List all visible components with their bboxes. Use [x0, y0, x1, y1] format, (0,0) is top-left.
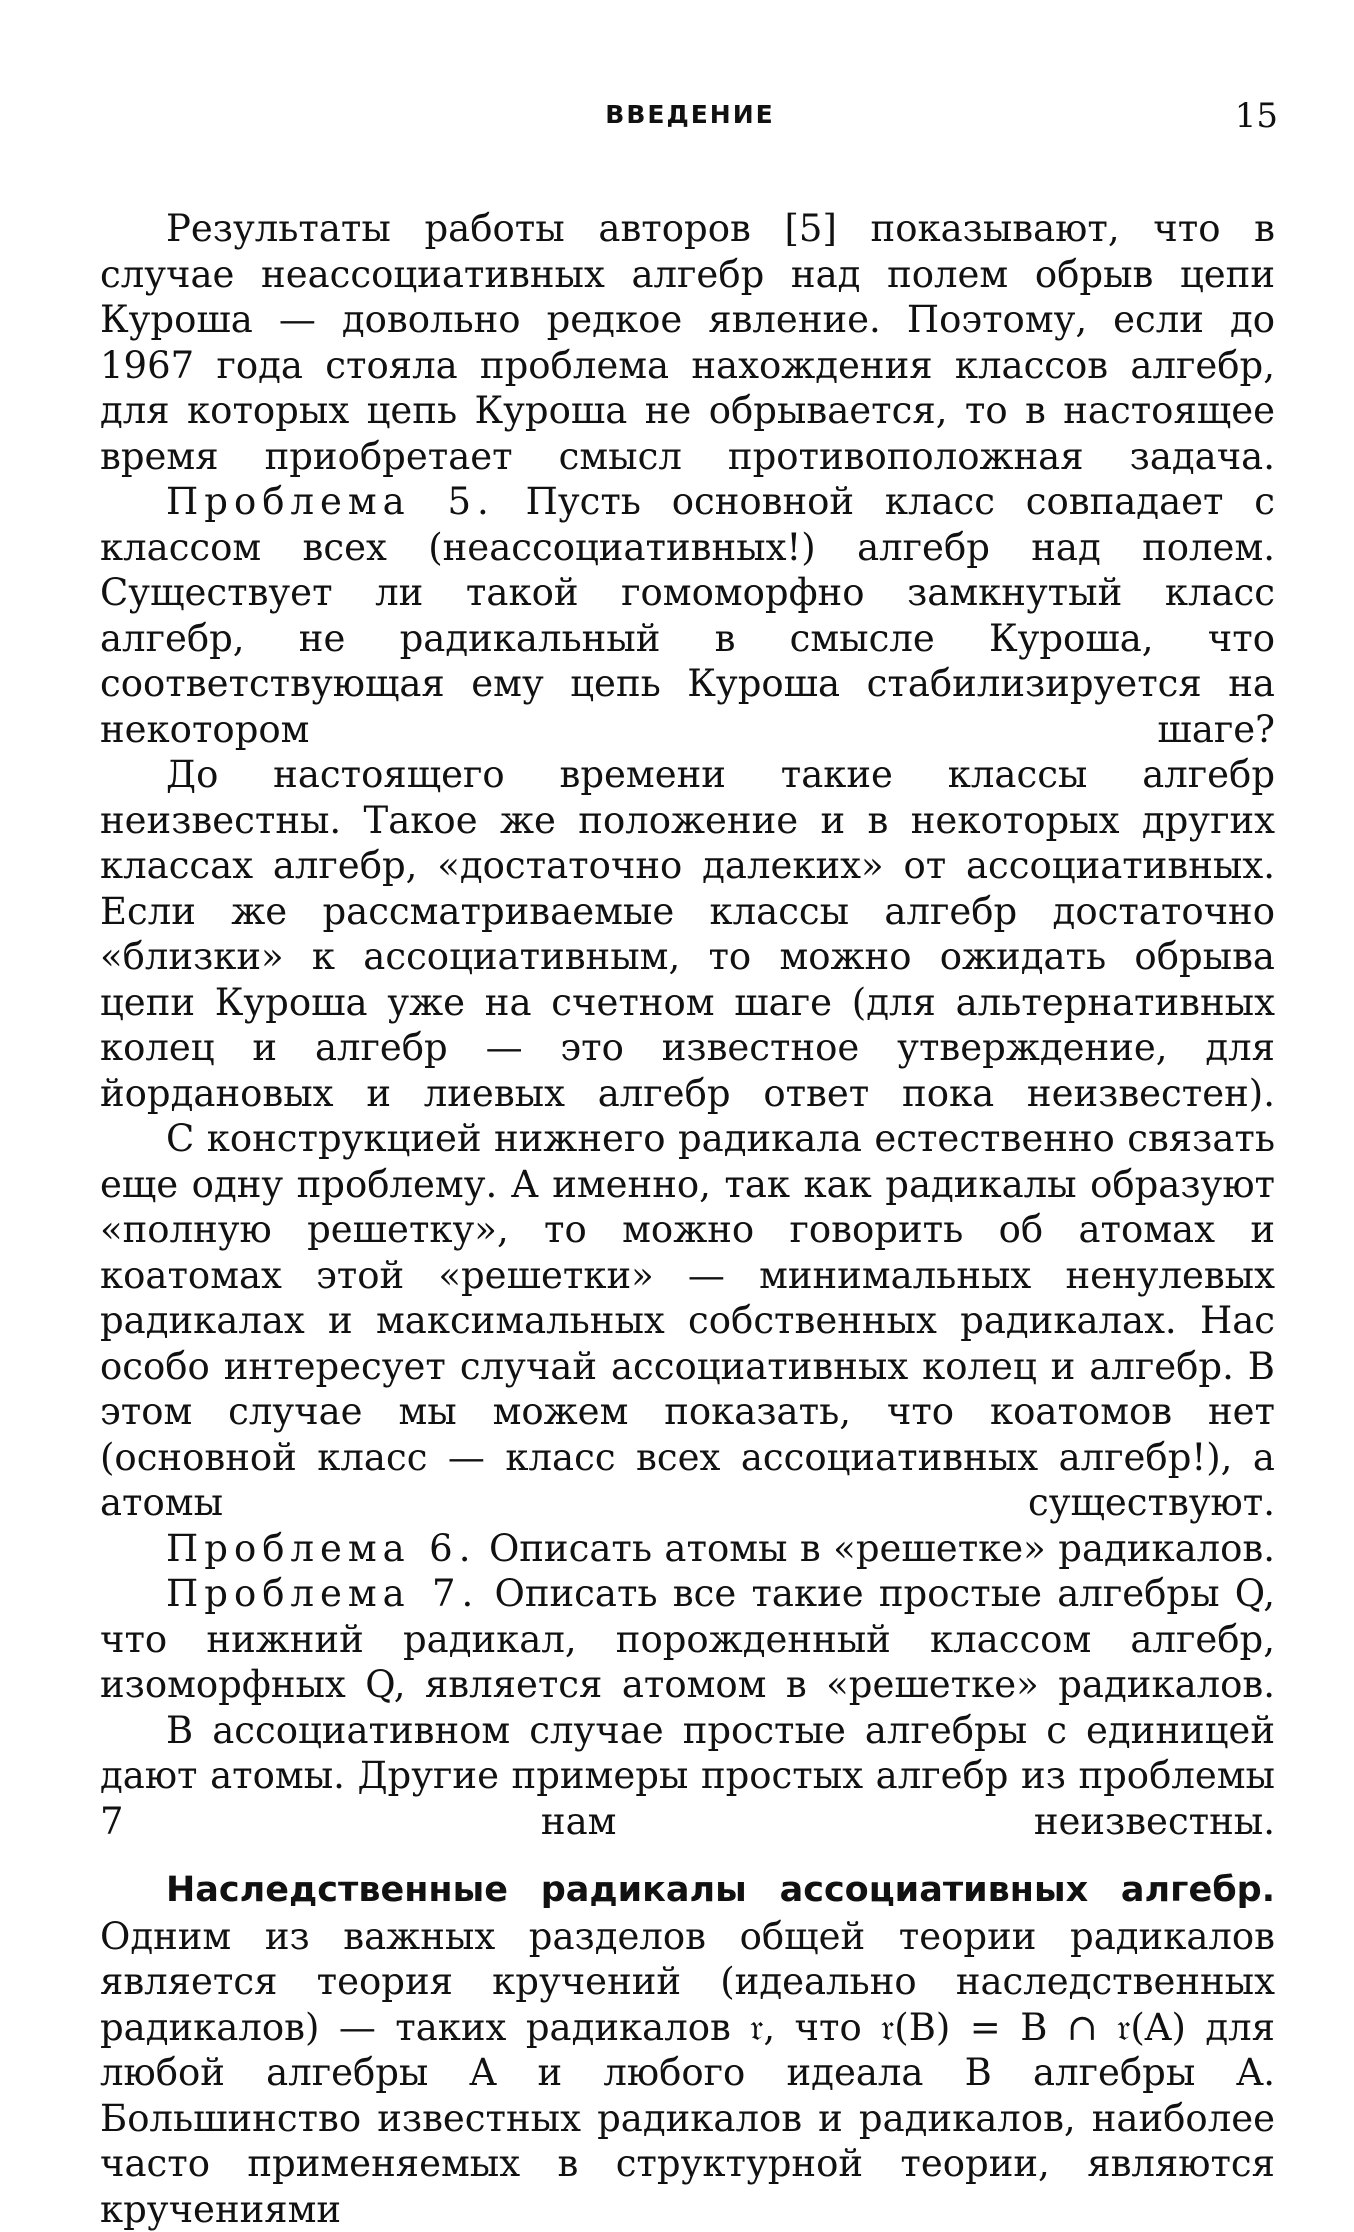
running-head: [100, 96, 1280, 150]
section-hereditary-radicals: [100, 1866, 1275, 2232]
problem-6: [100, 1526, 1275, 1572]
section-heading: Наследственные радикалы ассоциативных алгебр.: [166, 1870, 1275, 1910]
header-title: ВВЕДЕНИЕ: [605, 100, 775, 129]
body-text: [100, 206, 1275, 2232]
problem-label: Проблема 7.: [166, 1572, 480, 1615]
paragraph-text: В ассоциативном случае простые алгебры с единицей дают атомы. Другие примеры простых алгебр из проблемы 7 нам неизвестны.: [100, 1708, 1275, 1843]
paragraph-lattice: [100, 1116, 1275, 1526]
problem-label: Проблема 6.: [166, 1526, 477, 1570]
paragraph-text: Результаты работы авторов [5] показывают, что в случае неассоциативных алгебр над полем обрыв цепи Куроша — довольно редкое явление. Поэтому, если до 1967 года стояла проблема нахождения классов алгебр, для которых цепь Куроша не обрывается, то в настоящее время приобретает смысл противоположная задача.: [100, 207, 1275, 478]
problem-5: [100, 479, 1275, 752]
problem-text: Описать все такие простые алгебры Q, что нижний радикал, порожденный классом алгебр, изоморфных Q, является атомом в «решетке» радикалов.: [100, 1572, 1275, 1706]
problem-label: Проблема 5.: [166, 480, 495, 523]
paragraph-known-classes: [100, 752, 1275, 1116]
problem-7: [100, 1571, 1275, 1708]
paragraph-associative-case: [100, 1708, 1275, 1845]
paragraph-text: С конструкцией нижнего радикала естественно связать еще одну проблему. А именно, так как радикалы образуют «полную решетку», то можно говорить об атомах и коатомах этой «решетки» — минимальных ненулевых радикалах и максимальных собственных радикалах. Нас особо интересует случай ассоциативных колец и алгебр. В этом случае мы можем показать, что коатомов нет (основной класс — класс всех ассоциативных алгебр!), а атомы существуют.: [100, 1117, 1275, 1524]
page-number: 15: [1234, 96, 1278, 136]
section-text: Одним из важных разделов общей теории радикалов является теория кручений (идеально наследственных радикалов) — таких радикалов 𝔯, что 𝔯(B) = B ∩ 𝔯(A) для любой алгебры A и любого идеала B алгебры A. Большинство известных радикалов и радикалов, наиболее часто применяемых в структурной теории, являются кручениями: [100, 1914, 1275, 2231]
problem-text: Описать атомы в «решетке» радикалов.: [476, 1526, 1276, 1570]
paragraph-text: До настоящего времени такие классы алгебр неизвестны. Такое же положение и в некоторых других классах алгебр, «достаточно далеких» от ассоциативных. Если же рассматриваемые классы алгебр достаточно «близки» к ассоциативным, то можно ожидать обрыва цепи Куроша уже на счетном шаге (для альтернативных колец и алгебр — это известное утверждение, для йордановых и лиевых алгебр ответ пока неизвестен).: [100, 753, 1275, 1115]
problem-text: Пусть основной класс совпадает с классом всех (неассоциативных!) алгебр над полем. Существует ли такой гомоморфно замкнутый класс алгебр, не радикальный в смысле Куроша, что соответствующая ему цепь Куроша стабилизируется на некотором шаге?: [100, 480, 1275, 751]
paragraph-intro: [100, 206, 1275, 479]
